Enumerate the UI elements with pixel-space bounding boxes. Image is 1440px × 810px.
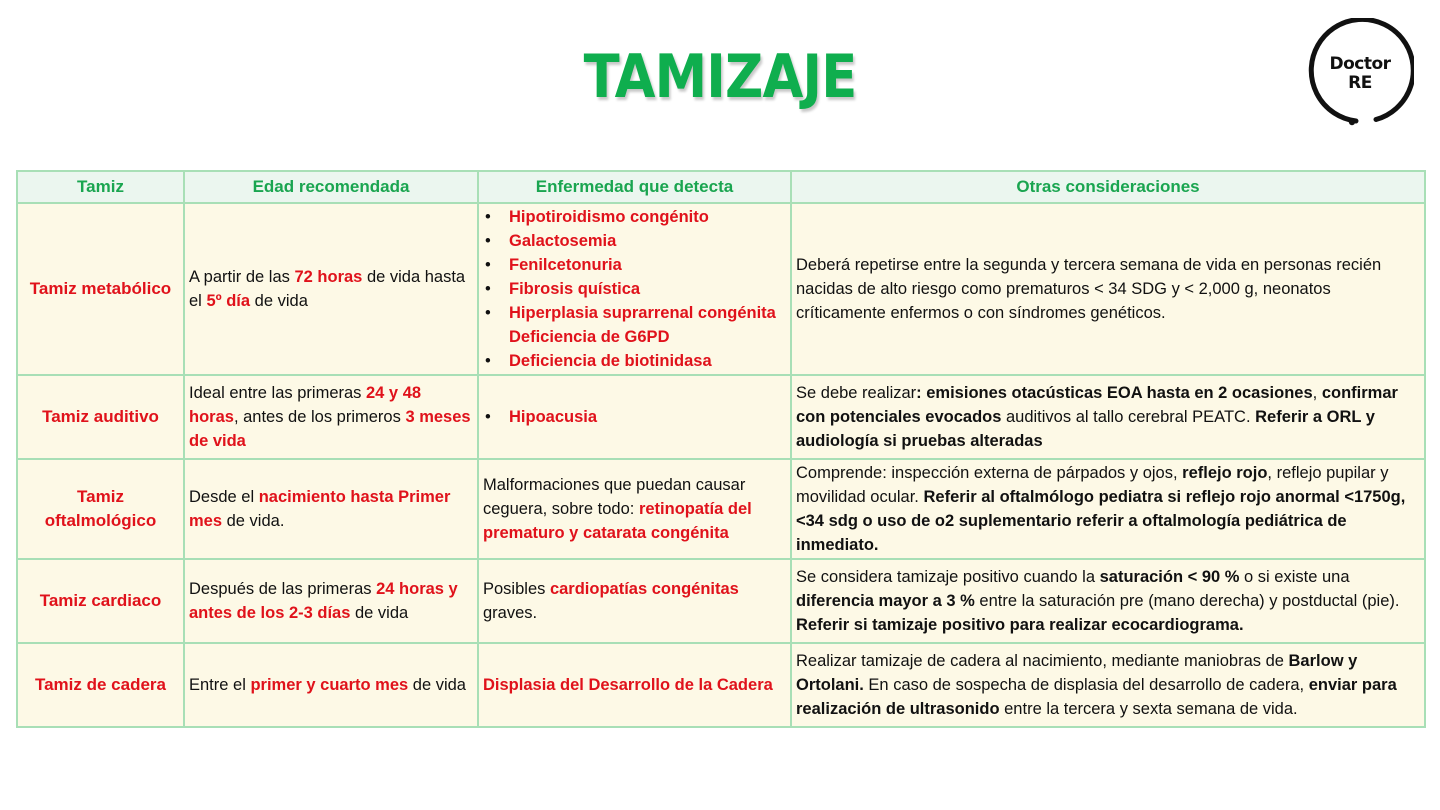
row-diseases: Displasia del Desarrollo de la Cadera — [478, 643, 791, 727]
table-row — [17, 203, 1425, 375]
screening-table — [16, 170, 1426, 728]
row-name: Tamiz de cadera — [17, 643, 184, 727]
row-notes: Se debe realizar: emisiones otacústicas EOA hasta en 2 ocasiones, confirmar con potenciales evocados auditivos al tallo cerebral PEATC. Referir a ORL y audiología si pruebas alteradas — [791, 375, 1425, 459]
row-diseases: Posibles cardiopatías congénitas graves. — [478, 559, 791, 643]
logo-line-2: RE — [1348, 73, 1372, 93]
row-age: A partir de las 72 horas de vida hasta el 5º día de vida — [184, 203, 478, 375]
header-edad: Edad recomendada — [184, 171, 478, 203]
doctor-re-logo — [1306, 18, 1414, 126]
disease-item: • Galactosemia — [483, 229, 786, 253]
header-tamiz: Tamiz — [17, 171, 184, 203]
logo-line-1: Doctor — [1329, 54, 1391, 74]
disease-item: • Deficiencia de biotinidasa — [483, 349, 786, 373]
row-age: Después de las primeras 24 horas y antes de los 2-3 días de vida — [184, 559, 478, 643]
row-name: Tamiz auditivo — [17, 375, 184, 459]
row-diseases — [478, 203, 791, 375]
page-title: TAMIZAJE — [583, 42, 857, 112]
disease-item: • Hipotiroidismo congénito — [483, 205, 786, 229]
table-row — [17, 459, 1425, 559]
row-age: Desde el nacimiento hasta Primer mes de vida. — [184, 459, 478, 559]
row-notes: Comprende: inspección externa de párpados y ojos, reflejo rojo, reflejo pupilar y movilidad ocular. Referir al oftalmólogo pediatra si reflejo rojo anormal <1750g, <34 sdg o uso de o2 suplementario referir a oftalmología pediátrica de inmediato. — [791, 459, 1425, 559]
disease-item: • Fenilcetonuria — [483, 253, 786, 277]
disease-item: • Hiperplasia suprarrenal congénita Deficiencia de G6PD — [483, 301, 786, 349]
table-row — [17, 375, 1425, 459]
disease-item: • Fibrosis quística — [483, 277, 786, 301]
row-notes: Deberá repetirse entre la segunda y tercera semana de vida en personas recién nacidas de alto riesgo como prematuros < 34 SDG y < 2,000 g, neonatos críticamente enfermos o con síndromes genéticos. — [791, 203, 1425, 375]
table-header-row — [17, 171, 1425, 203]
row-diseases: Malformaciones que puedan causar ceguera, sobre todo: retinopatía del prematuro y catarata congénita — [478, 459, 791, 559]
row-age: Ideal entre las primeras 24 y 48 horas, antes de los primeros 3 meses de vida — [184, 375, 478, 459]
header-otras: Otras consideraciones — [791, 171, 1425, 203]
table-row — [17, 559, 1425, 643]
logo-text — [1306, 55, 1414, 93]
row-notes: Realizar tamizaje de cadera al nacimiento, mediante maniobras de Barlow y Ortolani. En caso de sospecha de displasia del desarrollo de cadera, enviar para realización de ultrasonido entre la tercera y sexta semana de vida. — [791, 643, 1425, 727]
row-name: Tamiz oftalmológico — [17, 459, 184, 559]
row-age: Entre el primer y cuarto mes de vida — [184, 643, 478, 727]
row-diseases — [478, 375, 791, 459]
header-enfermedad: Enfermedad que detecta — [478, 171, 791, 203]
row-name: Tamiz metabólico — [17, 203, 184, 375]
row-notes: Se considera tamizaje positivo cuando la saturación < 90 % o si existe una diferencia mayor a 3 % entre la saturación pre (mano derecha) y postductal (pie). Referir si tamizaje positivo para realizar ecocardiograma. — [791, 559, 1425, 643]
table-row — [17, 643, 1425, 727]
row-name: Tamiz cardiaco — [17, 559, 184, 643]
disease-item: • Hipoacusia — [483, 405, 786, 429]
